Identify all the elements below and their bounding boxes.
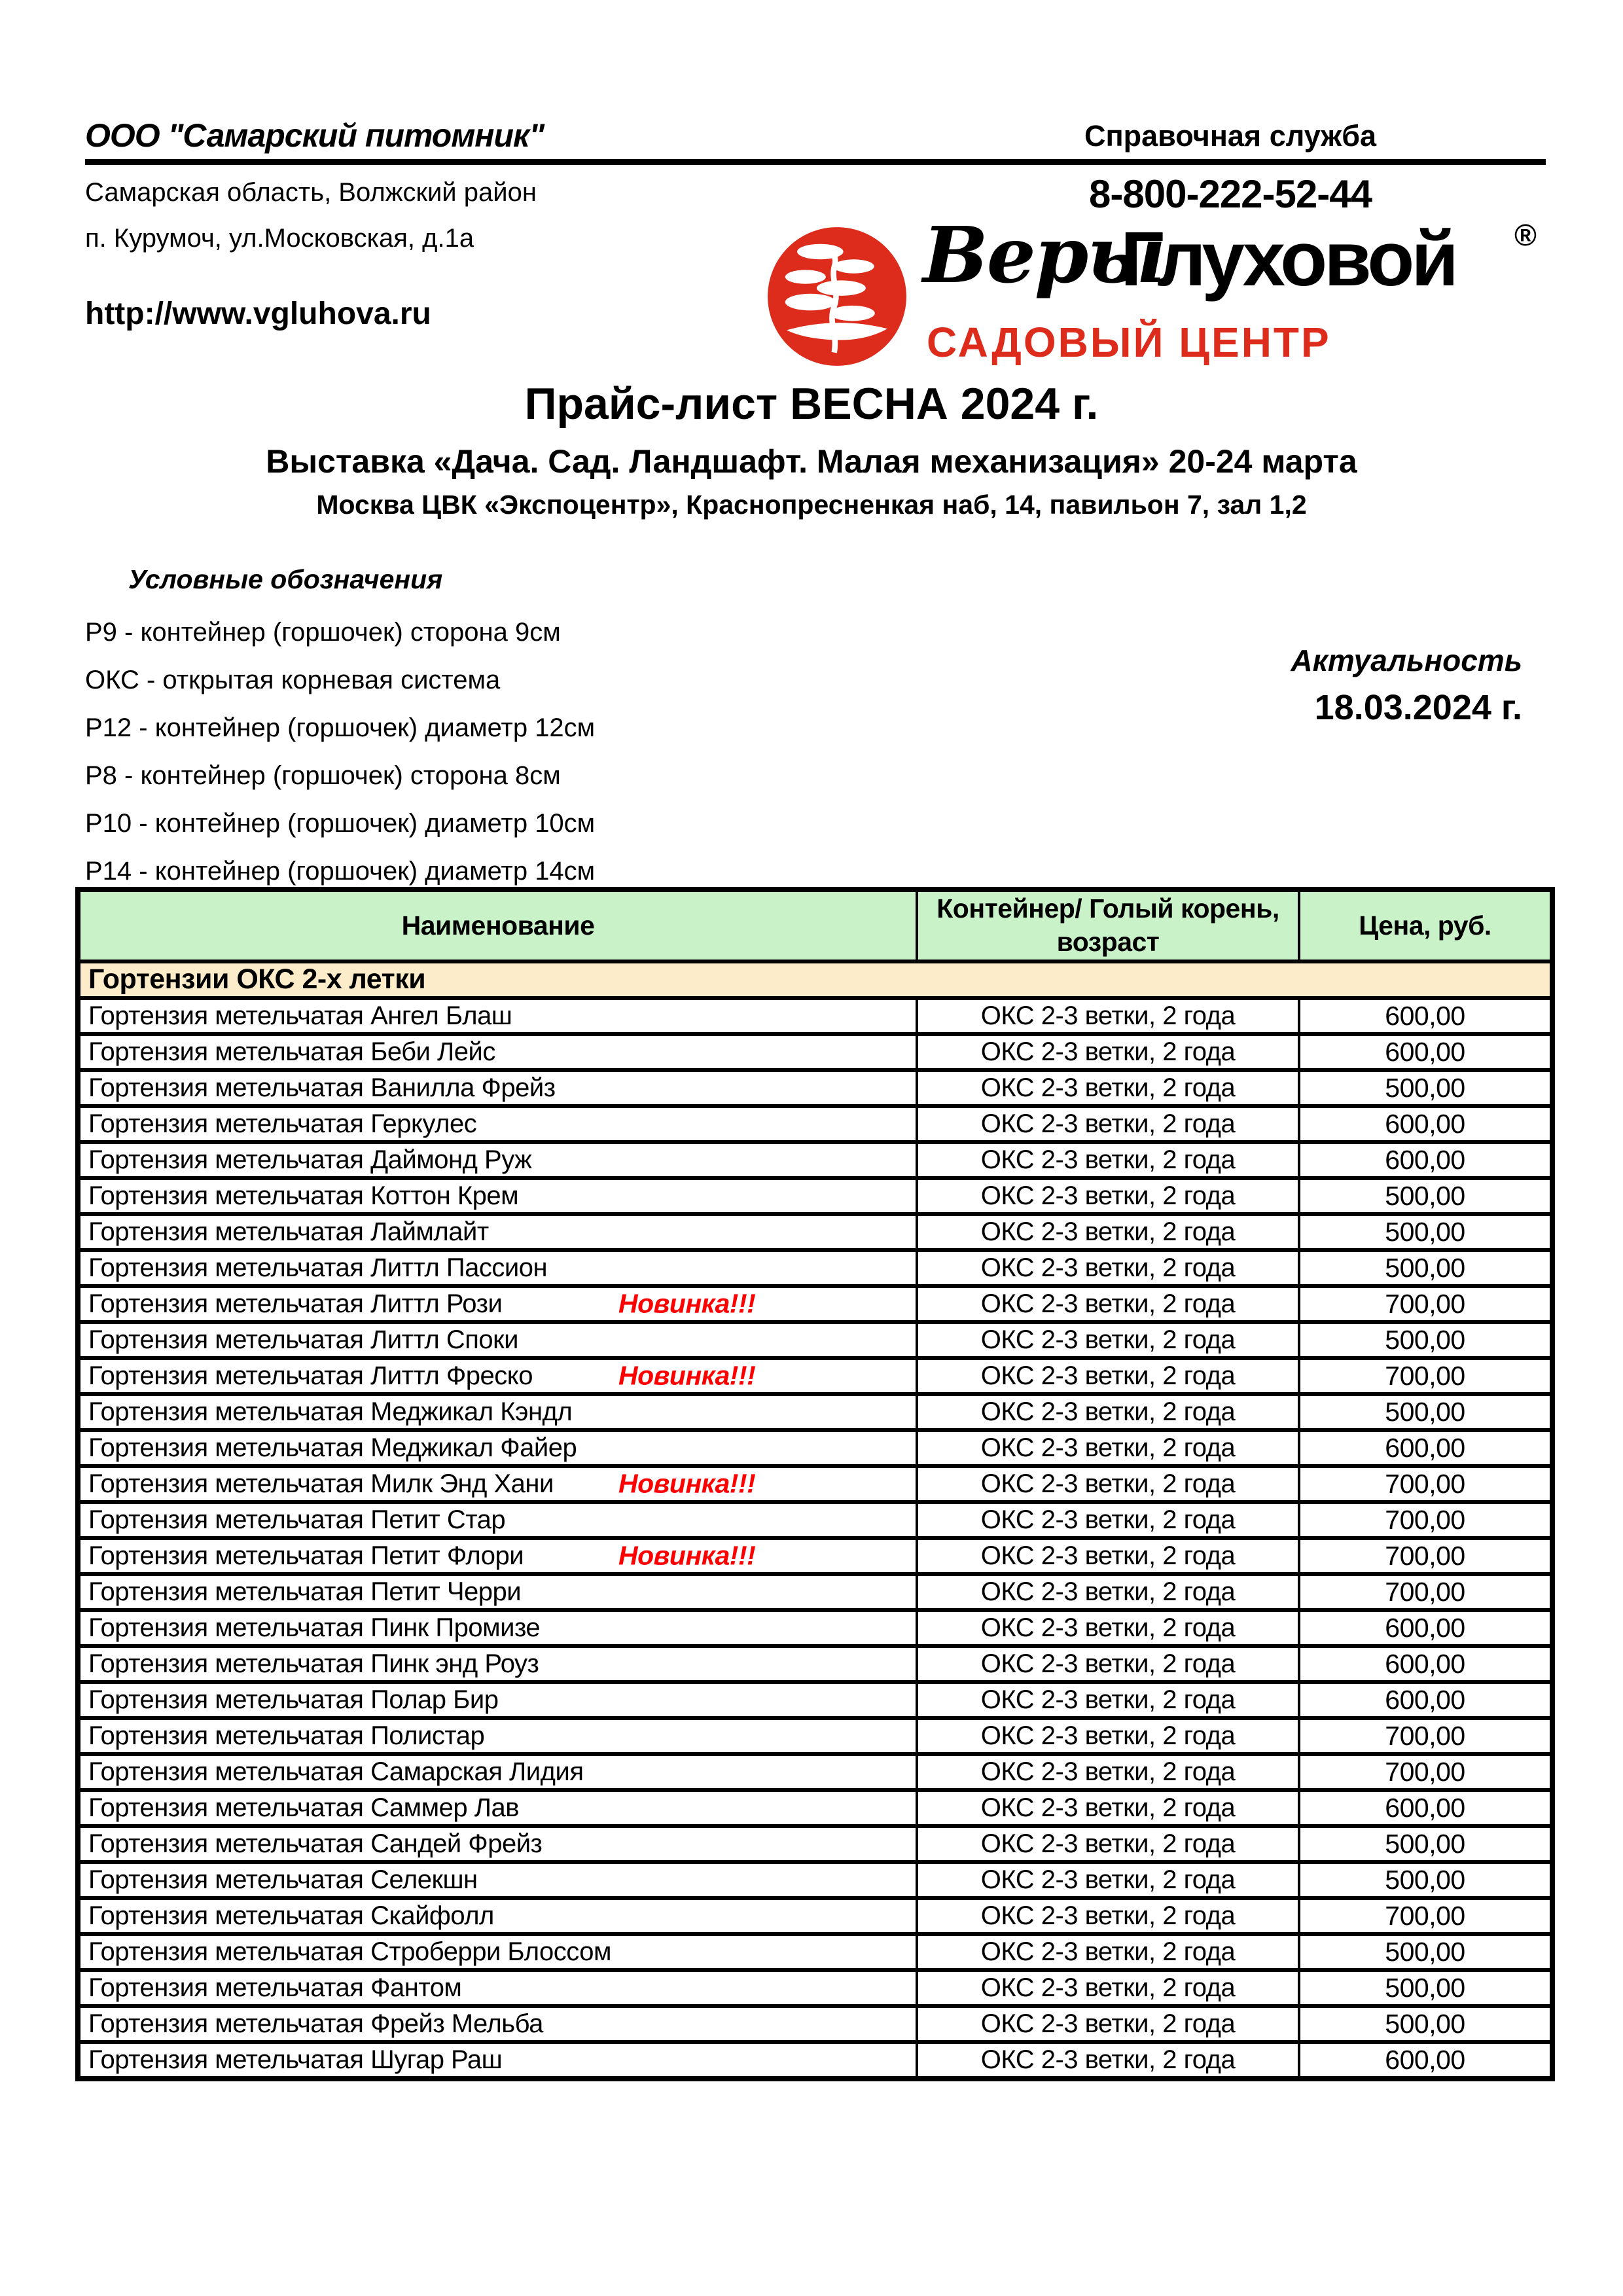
plant-name-cell: [78, 1322, 917, 1358]
plant-name: Гортензия метельчатая Коттон Крем: [88, 1181, 519, 1210]
plant-name: Гортензия метельчатая Петит Черри: [88, 1577, 522, 1606]
page-title: Прайс-лист ВЕСНА 2024 г.: [524, 379, 1099, 429]
table-row: [78, 1754, 1552, 1790]
plant-name-cell: [78, 1574, 917, 1610]
plant-name: Гортензия метельчатая Самарская Лидия: [88, 1757, 584, 1786]
price-cell: 700,00: [1299, 1502, 1552, 1538]
container-age-cell: ОКС 2-3 ветки, 2 года: [917, 1718, 1299, 1754]
plant-name-cell: [78, 1214, 917, 1250]
plant-name-cell: [78, 1646, 917, 1682]
table-row: [78, 1502, 1552, 1538]
price-cell: 600,00: [1299, 1646, 1552, 1682]
plant-name: Гортензия метельчатая Даймонд Руж: [88, 1145, 532, 1174]
plant-name: Гортензия метельчатая Пинк Промизе: [88, 1613, 541, 1642]
container-age-cell: ОКС 2-3 ветки, 2 года: [917, 1790, 1299, 1826]
table-body: [78, 961, 1552, 2079]
table-row: [78, 1214, 1552, 1250]
plant-name-cell: [78, 1070, 917, 1106]
price-cell: 600,00: [1299, 1682, 1552, 1718]
table-row: [78, 1862, 1552, 1898]
table-row: [78, 1322, 1552, 1358]
plant-name-cell: [78, 2042, 917, 2079]
price-cell: 700,00: [1299, 1538, 1552, 1574]
container-age-cell: ОКС 2-3 ветки, 2 года: [917, 1322, 1299, 1358]
header-divider: [85, 159, 1546, 165]
table-row: [78, 1646, 1552, 1682]
address-line-2: п. Курумоч, ул.Московская, д.1а: [85, 224, 474, 253]
price-cell: 500,00: [1299, 1394, 1552, 1430]
plant-name: Гортензия метельчатая Ангел Блаш: [88, 1001, 512, 1030]
table-row: [78, 2006, 1552, 2042]
price-cell: 700,00: [1299, 1286, 1552, 1322]
plant-name-cell: [78, 1142, 917, 1178]
container-age-cell: ОКС 2-3 ветки, 2 года: [917, 1934, 1299, 1970]
legend-item: P14 - контейнер (горшочек) диаметр 14см: [85, 857, 596, 886]
price-cell: 500,00: [1299, 1214, 1552, 1250]
novelty-badge: Новинка!!!: [618, 1540, 756, 1571]
logo-name-text: Глуховой: [1120, 216, 1455, 302]
price-cell: 500,00: [1299, 1862, 1552, 1898]
table-row: [78, 1034, 1552, 1070]
container-age-cell: ОКС 2-3 ветки, 2 года: [917, 1286, 1299, 1322]
plant-name: Гортензия метельчатая Сандей Фрейз: [88, 1829, 543, 1858]
plant-name: Гортензия метельчатая Селекшн: [88, 1865, 478, 1894]
exhibition-subtitle: Выставка «Дача. Сад. Ландшафт. Малая механизация» 20-24 марта: [266, 443, 1357, 480]
column-header-name: Наименование: [78, 889, 917, 961]
plant-name: Гортензия метельчатая Беби Лейс: [88, 1037, 495, 1066]
legend-item: ОКС - открытая корневая система: [85, 666, 501, 694]
price-cell: 600,00: [1299, 1142, 1552, 1178]
plant-name: Гортензия метельчатая Полар Бир: [88, 1685, 499, 1714]
container-age-cell: ОКС 2-3 ветки, 2 года: [917, 1898, 1299, 1934]
plant-name-cell: [78, 1106, 917, 1142]
price-cell: 500,00: [1299, 2006, 1552, 2042]
container-age-cell: ОКС 2-3 ветки, 2 года: [917, 1862, 1299, 1898]
price-cell: 500,00: [1299, 1322, 1552, 1358]
plant-name-cell: [78, 1754, 917, 1790]
plant-name: Гортензия метельчатая Ванилла Фрейз: [88, 1073, 556, 1102]
actuality-label: Актуальность: [1291, 643, 1522, 677]
table-row: [78, 1574, 1552, 1610]
plant-name: Гортензия метельчатая Меджикал Кэндл: [88, 1397, 573, 1426]
price-table: [75, 887, 1555, 2081]
table-row: [78, 998, 1552, 1034]
container-age-cell: ОКС 2-3 ветки, 2 года: [917, 1034, 1299, 1070]
table-row: [78, 1250, 1552, 1286]
plant-name: Гортензия метельчатая Лаймлайт: [88, 1217, 489, 1246]
plant-name: Гортензия метельчатая Строберри Блоссом: [88, 1937, 611, 1966]
table-row: [78, 1466, 1552, 1502]
table-row: [78, 1358, 1552, 1394]
table-row: [78, 1610, 1552, 1646]
legend-item: P8 - контейнер (горшочек) сторона 8см: [85, 761, 561, 790]
table-row: [78, 1178, 1552, 1214]
legend-item: P10 - контейнер (горшочек) диаметр 10см: [85, 809, 596, 838]
price-cell: 500,00: [1299, 1070, 1552, 1106]
table-row: [78, 1898, 1552, 1934]
price-cell: 700,00: [1299, 1898, 1552, 1934]
container-age-cell: ОКС 2-3 ветки, 2 года: [917, 998, 1299, 1034]
table-row: [78, 1142, 1552, 1178]
plant-name: Гортензия метельчатая Фрейз Мельба: [88, 2009, 543, 2038]
price-cell: 600,00: [1299, 998, 1552, 1034]
service-label: Справочная служба: [1084, 119, 1377, 152]
plant-name-cell: [78, 1430, 917, 1466]
plant-name-cell: [78, 1826, 917, 1862]
plant-name: Гортензия метельчатая Полистар: [88, 1721, 485, 1750]
logo-script-text: Веры: [923, 209, 1165, 300]
container-age-cell: ОКС 2-3 ветки, 2 года: [917, 1430, 1299, 1466]
plant-name: Гортензия метельчатая Геркулес: [88, 1109, 477, 1138]
novelty-badge: Новинка!!!: [618, 1288, 756, 1319]
container-age-cell: ОКС 2-3 ветки, 2 года: [917, 1466, 1299, 1502]
table-header-row: [78, 889, 1552, 961]
plant-name: Гортензия метельчатая Литтл Пассион: [88, 1253, 548, 1282]
table-row: [78, 1394, 1552, 1430]
table-row: [78, 1682, 1552, 1718]
price-cell: 500,00: [1299, 1250, 1552, 1286]
table-row: [78, 2042, 1552, 2079]
price-cell: 500,00: [1299, 1934, 1552, 1970]
price-cell: 500,00: [1299, 1178, 1552, 1214]
table-row: [78, 1826, 1552, 1862]
plant-name-cell: [78, 1178, 917, 1214]
table-row: [78, 1070, 1552, 1106]
plant-name-cell: [78, 1970, 917, 2006]
company-name: ООО "Самарский питомник": [85, 117, 544, 154]
container-age-cell: ОКС 2-3 ветки, 2 года: [917, 1970, 1299, 2006]
actuality-block: [1204, 643, 1531, 728]
plant-name-cell: [78, 1934, 917, 1970]
website-url: http://www.vgluhova.ru: [85, 296, 431, 331]
plant-name: Гортензия метельчатая Саммер Лав: [88, 1793, 520, 1822]
plant-name: Гортензия метельчатая Милк Энд Хани: [88, 1469, 554, 1498]
section-title: Гортензии ОКС 2-х летки: [78, 961, 1552, 998]
exhibition-location: Москва ЦВК «Экспоцентр», Краснопресненкая наб, 14, павильон 7, зал 1,2: [316, 490, 1307, 520]
price-cell: 600,00: [1299, 1034, 1552, 1070]
container-age-cell: ОКС 2-3 ветки, 2 года: [917, 1070, 1299, 1106]
container-age-cell: ОКС 2-3 ветки, 2 года: [917, 1142, 1299, 1178]
legend-heading: Условные обозначения: [128, 564, 443, 594]
table-row: [78, 1970, 1552, 2006]
plant-name-cell: [78, 1862, 917, 1898]
table-row: [78, 1538, 1552, 1574]
legend-item: P12 - контейнер (горшочек) диаметр 12см: [85, 713, 596, 742]
plant-name-cell: [78, 1286, 917, 1322]
plant-name-cell: [78, 1250, 917, 1286]
container-age-cell: ОКС 2-3 ветки, 2 года: [917, 1394, 1299, 1430]
table-row: [78, 1934, 1552, 1970]
price-cell: 600,00: [1299, 1790, 1552, 1826]
novelty-badge: Новинка!!!: [618, 1360, 756, 1391]
price-cell: 500,00: [1299, 1826, 1552, 1862]
price-cell: 600,00: [1299, 2042, 1552, 2079]
container-age-cell: ОКС 2-3 ветки, 2 года: [917, 1574, 1299, 1610]
plant-name: Гортензия метельчатая Петит Флори: [88, 1541, 524, 1570]
plant-name: Гортензия метельчатая Литтл Споки: [88, 1325, 519, 1354]
plant-name-cell: [78, 1682, 917, 1718]
plant-name: Гортензия метельчатая Меджикал Файер: [88, 1433, 577, 1462]
price-cell: 500,00: [1299, 1970, 1552, 2006]
plant-name-cell: [78, 1034, 917, 1070]
legend-item: P9 - контейнер (горшочек) сторона 9см: [85, 618, 561, 647]
container-age-cell: ОКС 2-3 ветки, 2 года: [917, 1682, 1299, 1718]
plant-name: Гортензия метельчатая Литтл Фреско: [88, 1361, 533, 1390]
price-cell: 600,00: [1299, 1106, 1552, 1142]
logo-subtitle: САДОВЫЙ ЦЕНТР: [927, 319, 1331, 366]
plant-name: Гортензия метельчатая Скайфолл: [88, 1901, 494, 1930]
container-age-cell: ОКС 2-3 ветки, 2 года: [917, 1538, 1299, 1574]
column-header-container: Контейнер/ Голый корень, возраст: [917, 889, 1299, 961]
column-header-price: Цена, руб.: [1299, 889, 1552, 961]
phone-number: 8-800-222-52-44: [1089, 172, 1372, 216]
plant-name: Гортензия метельчатая Литтл Рози: [88, 1289, 503, 1318]
plant-name-cell: [78, 1466, 917, 1502]
plant-name-cell: [78, 998, 917, 1034]
address-line-1: Самарская область, Волжский район: [85, 178, 537, 207]
table-row: [78, 1106, 1552, 1142]
registered-trademark-icon: ®: [1514, 218, 1537, 252]
container-age-cell: ОКС 2-3 ветки, 2 года: [917, 2042, 1299, 2079]
container-age-cell: ОКС 2-3 ветки, 2 года: [917, 1250, 1299, 1286]
table-row: [78, 1790, 1552, 1826]
novelty-badge: Новинка!!!: [618, 1468, 756, 1499]
price-cell: 600,00: [1299, 1610, 1552, 1646]
container-age-cell: ОКС 2-3 ветки, 2 года: [917, 1214, 1299, 1250]
plant-name-cell: [78, 2006, 917, 2042]
table-row: [78, 1430, 1552, 1466]
bonsai-tree-icon: [767, 226, 907, 367]
section-row: [78, 961, 1552, 998]
container-age-cell: ОКС 2-3 ветки, 2 года: [917, 1106, 1299, 1142]
plant-name: Гортензия метельчатая Шугар Раш: [88, 2045, 503, 2074]
price-cell: 600,00: [1299, 1430, 1552, 1466]
plant-name-cell: [78, 1502, 917, 1538]
garden-center-logo: [767, 209, 1572, 375]
plant-name: Гортензия метельчатая Петит Стар: [88, 1505, 506, 1534]
legend-list: [85, 609, 595, 895]
container-age-cell: ОКС 2-3 ветки, 2 года: [917, 1826, 1299, 1862]
container-age-cell: ОКС 2-3 ветки, 2 года: [917, 2006, 1299, 2042]
container-age-cell: ОКС 2-3 ветки, 2 года: [917, 1610, 1299, 1646]
table-row: [78, 1718, 1552, 1754]
actuality-date: 18.03.2024 г.: [1314, 688, 1522, 727]
price-cell: 700,00: [1299, 1574, 1552, 1610]
plant-name-cell: [78, 1718, 917, 1754]
plant-name-cell: [78, 1358, 917, 1394]
price-cell: 700,00: [1299, 1718, 1552, 1754]
price-cell: 700,00: [1299, 1358, 1552, 1394]
price-cell: 700,00: [1299, 1754, 1552, 1790]
plant-name: Гортензия метельчатая Пинк энд Роуз: [88, 1649, 539, 1678]
container-age-cell: ОКС 2-3 ветки, 2 года: [917, 1754, 1299, 1790]
container-age-cell: ОКС 2-3 ветки, 2 года: [917, 1178, 1299, 1214]
table-row: [78, 1286, 1552, 1322]
plant-name-cell: [78, 1898, 917, 1934]
plant-name-cell: [78, 1394, 917, 1430]
container-age-cell: ОКС 2-3 ветки, 2 года: [917, 1502, 1299, 1538]
plant-name: Гортензия метельчатая Фантом: [88, 1973, 462, 2002]
container-age-cell: ОКС 2-3 ветки, 2 года: [917, 1358, 1299, 1394]
plant-name-cell: [78, 1790, 917, 1826]
price-cell: 700,00: [1299, 1466, 1552, 1502]
container-age-cell: ОКС 2-3 ветки, 2 года: [917, 1646, 1299, 1682]
plant-name-cell: [78, 1610, 917, 1646]
plant-name-cell: [78, 1538, 917, 1574]
